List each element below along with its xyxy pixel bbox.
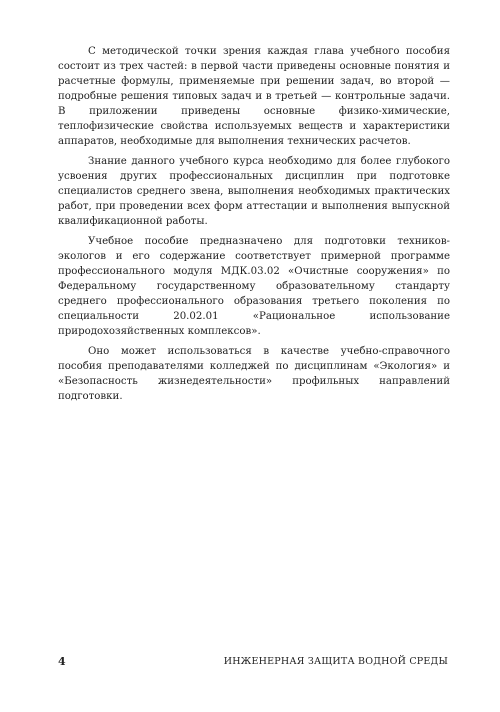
page-number: 4 [58, 655, 66, 668]
body-text [58, 44, 450, 409]
paragraph-structure: С методической точки зрения каждая глава учебного пособия состоит из трех частей: в первой части приведены основные понятия и расчетные формулы, применяемые при решении задач, во второй — подробные решения типовых задач и в третьей — контрольные задачи. В приложении приведены основные физико-химические, теплофизические свойства используемых веществ и характеристики аппаратов, необходимые для выполнения технических расчетов. [58, 46, 450, 147]
paragraph-purpose: Учебное пособие предназначено для подготовки техников-экологов и его содержание соответствует примерной программе профессионального модуля МДК.03.02 «Очистные сооружения» по Федеральному государственному образовательному стандарту среднего профессионального образования третьего поколения по специальности 20.02.01 «Рациональное использование природохозяйственных комплексов». [58, 236, 450, 337]
paragraph-course-knowledge: Знание данного учебного курса необходимо для более глубокого усвоения других профессиональных дисциплин при подготовке специалистов среднего звена, выполнения необходимых практических работ, при проведении всех форм аттестации и выполнения выпускной квалификационной работы. [58, 156, 450, 227]
page-footer [58, 655, 448, 671]
paragraph-usage: Оно может использоваться в качестве учебно-справочного пособия преподавателями колледжей по дисциплинам «Экология» и «Безопасность жизнедеятельности» профильных направлений подготовки. [58, 346, 450, 402]
running-title: ИНЖЕНЕРНАЯ ЗАЩИТА ВОДНОЙ СРЕДЫ [223, 656, 448, 667]
